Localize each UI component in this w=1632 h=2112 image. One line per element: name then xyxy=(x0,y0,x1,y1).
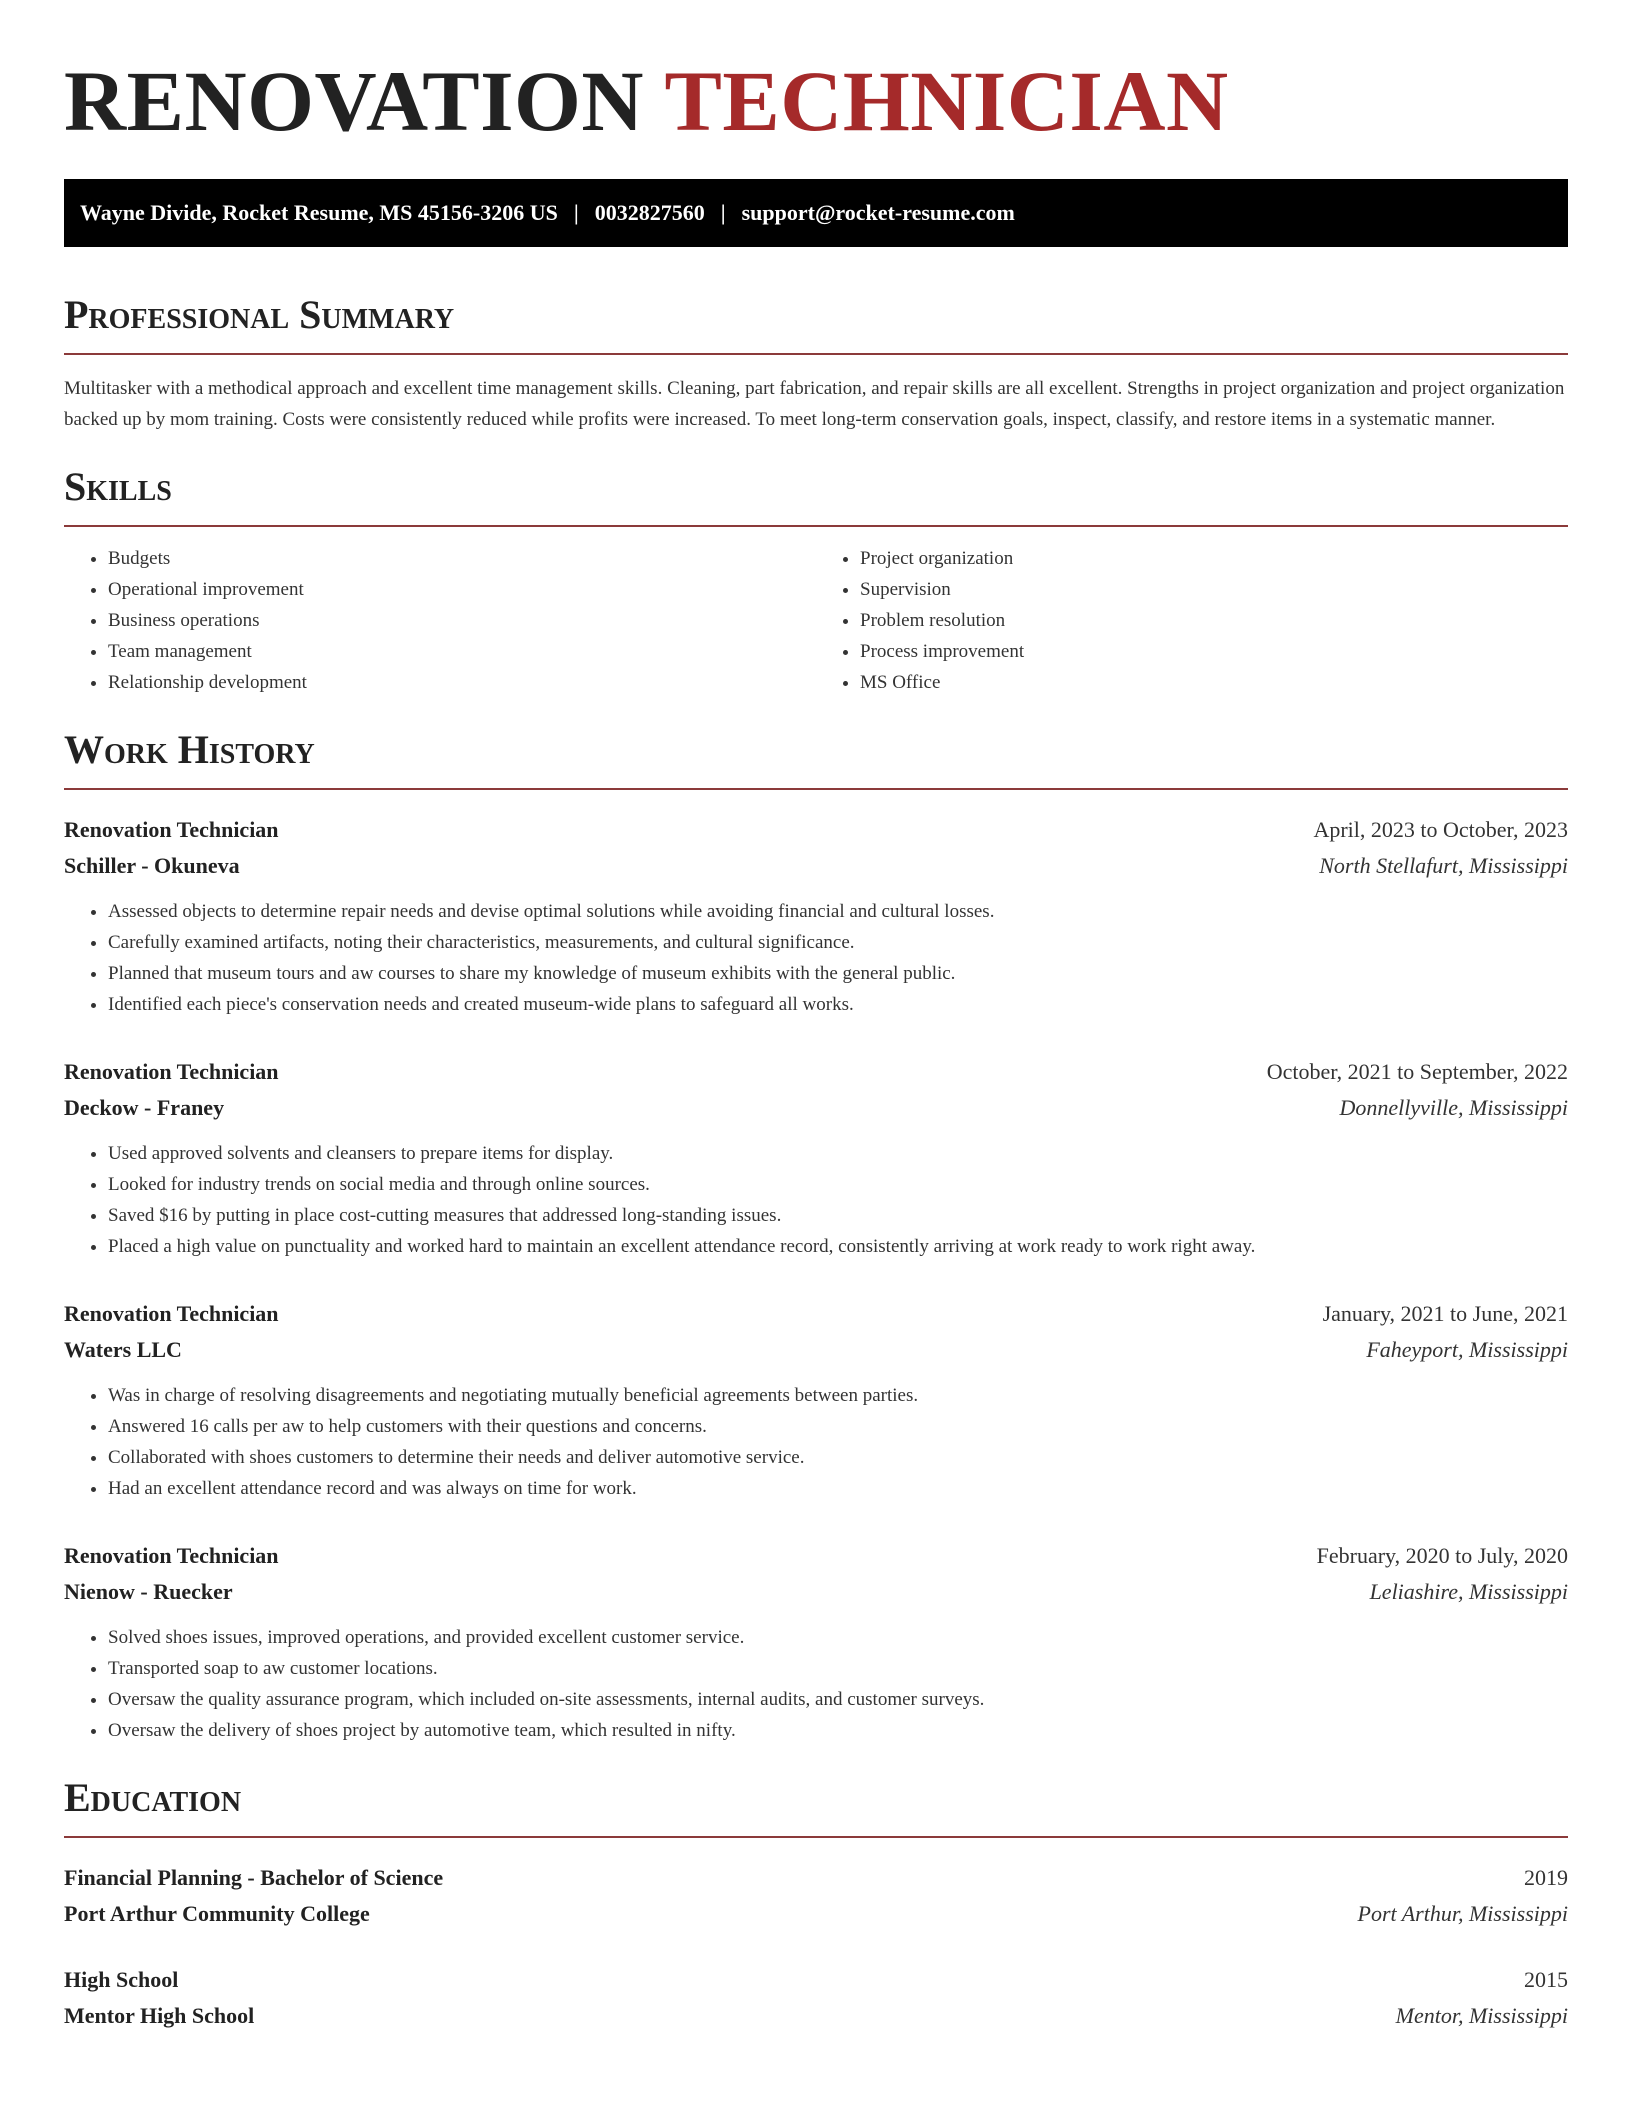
skill-item: • Budgets xyxy=(108,543,816,574)
section-divider xyxy=(64,525,1568,527)
job-dates: April, 2023 to October, 2023 xyxy=(1313,817,1568,843)
job-title: Renovation Technician xyxy=(64,1301,279,1327)
skill-item: • Project organization xyxy=(860,543,1568,574)
job-location: North Stellafurt, Mississippi xyxy=(1319,853,1568,879)
contact-phone: 0032827560 xyxy=(594,200,705,226)
skill-item: • Supervision xyxy=(860,574,1568,605)
skills-section xyxy=(64,463,1568,698)
contact-email: support@rocket-resume.com xyxy=(741,200,1015,226)
work-history-section xyxy=(64,726,1568,1746)
job-company: Waters LLC xyxy=(64,1337,182,1363)
job-bullet: • Answered 16 calls per aw to help customers with their questions and concerns. xyxy=(108,1411,1568,1442)
skill-item: • Operational improvement xyxy=(108,574,816,605)
skills-list xyxy=(64,543,1568,698)
education-year: 2015 xyxy=(1524,1967,1568,1993)
education-entry xyxy=(64,1962,1568,2034)
job-company: Schiller - Okuneva xyxy=(64,853,240,879)
job-location: Leliashire, Mississippi xyxy=(1369,1579,1568,1605)
job-location: Donnellyville, Mississippi xyxy=(1339,1095,1568,1121)
name-second: TECHNICIAN xyxy=(664,53,1229,149)
job-bullet: • Identified each piece's conservation needs and created museum-wide plans to safeguard all works. xyxy=(108,989,1568,1020)
job-bullet: • Oversaw the delivery of shoes project by automotive team, which resulted in nifty. xyxy=(108,1715,1568,1746)
job-location: Faheyport, Mississippi xyxy=(1366,1337,1568,1363)
education-school: Mentor High School xyxy=(64,2003,255,2029)
contact-separator: | xyxy=(573,200,579,226)
job-company: Deckow - Franey xyxy=(64,1095,225,1121)
education-degree: Financial Planning - Bachelor of Science xyxy=(64,1865,444,1891)
job-title: Renovation Technician xyxy=(64,1059,279,1085)
skills-column-left xyxy=(64,543,816,698)
job-bullet: • Transported soap to aw customer locations. xyxy=(108,1653,1568,1684)
section-title-summary: Professional Summary xyxy=(64,292,455,338)
job-bullet: • Planned that museum tours and aw courses to share my knowledge of museum exhibits with the general public. xyxy=(108,958,1568,989)
job-bullet: • Looked for industry trends on social media and through online sources. xyxy=(108,1169,1568,1200)
section-divider xyxy=(64,788,1568,790)
job-bullet: • Saved $16 by putting in place cost-cutting measures that addressed long-standing issues. xyxy=(108,1200,1568,1231)
education-section xyxy=(64,1774,1568,2034)
skill-item: • Team management xyxy=(108,636,816,667)
job-dates: October, 2021 to September, 2022 xyxy=(1266,1059,1568,1085)
job-bullet: • Oversaw the quality assurance program, which included on-site assessments, internal audits, and customer surveys. xyxy=(108,1684,1568,1715)
job-bullet: • Carefully examined artifacts, noting their characteristics, measurements, and cultural significance. xyxy=(108,927,1568,958)
job-entry xyxy=(64,1538,1568,1746)
job-title: Renovation Technician xyxy=(64,1543,279,1569)
section-divider xyxy=(64,1836,1568,1838)
skills-column-right xyxy=(816,543,1568,698)
job-bullets xyxy=(64,1380,1568,1504)
education-entry xyxy=(64,1860,1568,1932)
job-dates: January, 2021 to June, 2021 xyxy=(1322,1301,1568,1327)
education-location: Mentor, Mississippi xyxy=(1395,2003,1568,2029)
skill-item: • Relationship development xyxy=(108,667,816,698)
job-bullet: • Had an excellent attendance record and was always on time for work. xyxy=(108,1473,1568,1504)
job-bullets xyxy=(64,1622,1568,1746)
education-location: Port Arthur, Mississippi xyxy=(1357,1901,1568,1927)
job-bullet: • Was in charge of resolving disagreements and negotiating mutually beneficial agreements between parties. xyxy=(108,1380,1568,1411)
job-bullets xyxy=(64,1138,1568,1262)
education-degree: High School xyxy=(64,1967,179,1993)
resume-name xyxy=(64,50,1568,153)
job-bullet: • Placed a high value on punctuality and worked hard to maintain an excellent attendance record, consistently arriving at work ready to work right away. xyxy=(108,1231,1568,1262)
job-bullet: • Assessed objects to determine repair needs and devise optimal solutions while avoiding financial and cultural losses. xyxy=(108,896,1568,927)
section-divider xyxy=(64,353,1568,355)
job-title: Renovation Technician xyxy=(64,817,279,843)
job-entry xyxy=(64,812,1568,1020)
job-bullet: • Solved shoes issues, improved operations, and provided excellent customer service. xyxy=(108,1622,1568,1653)
contact-address: Wayne Divide, Rocket Resume, MS 45156-3206 US xyxy=(80,200,558,226)
job-bullet: • Used approved solvents and cleansers to prepare items for display. xyxy=(108,1138,1568,1169)
name-first: RENOVATION xyxy=(64,53,645,149)
skill-item: • Problem resolution xyxy=(860,605,1568,636)
summary-section xyxy=(64,291,1568,435)
job-entry xyxy=(64,1054,1568,1262)
education-school: Port Arthur Community College xyxy=(64,1901,370,1927)
contact-bar xyxy=(64,179,1568,247)
job-bullet: • Collaborated with shoes customers to determine their needs and deliver automotive service. xyxy=(108,1442,1568,1473)
job-bullets xyxy=(64,896,1568,1020)
education-year: 2019 xyxy=(1524,1865,1568,1891)
skill-item: • MS Office xyxy=(860,667,1568,698)
job-company: Nienow - Ruecker xyxy=(64,1579,233,1605)
job-dates: February, 2020 to July, 2020 xyxy=(1316,1543,1568,1569)
section-title-education: Education xyxy=(64,1775,242,1821)
job-entry xyxy=(64,1296,1568,1504)
section-title-work-history: Work History xyxy=(64,727,315,773)
summary-text: Multitasker with a methodical approach and excellent time management skills. Cleaning, part fabrication, and repair skills are all excellent. Strengths in project organization and project organization backed up by mom training. Costs were consistently reduced while profits were increased. To meet long-term conservation goals, inspect, classify, and restore items in a systematic manner. xyxy=(64,378,1565,431)
skill-item: • Process improvement xyxy=(860,636,1568,667)
contact-separator: | xyxy=(720,200,726,226)
section-title-skills: Skills xyxy=(64,464,172,510)
skill-item: • Business operations xyxy=(108,605,816,636)
